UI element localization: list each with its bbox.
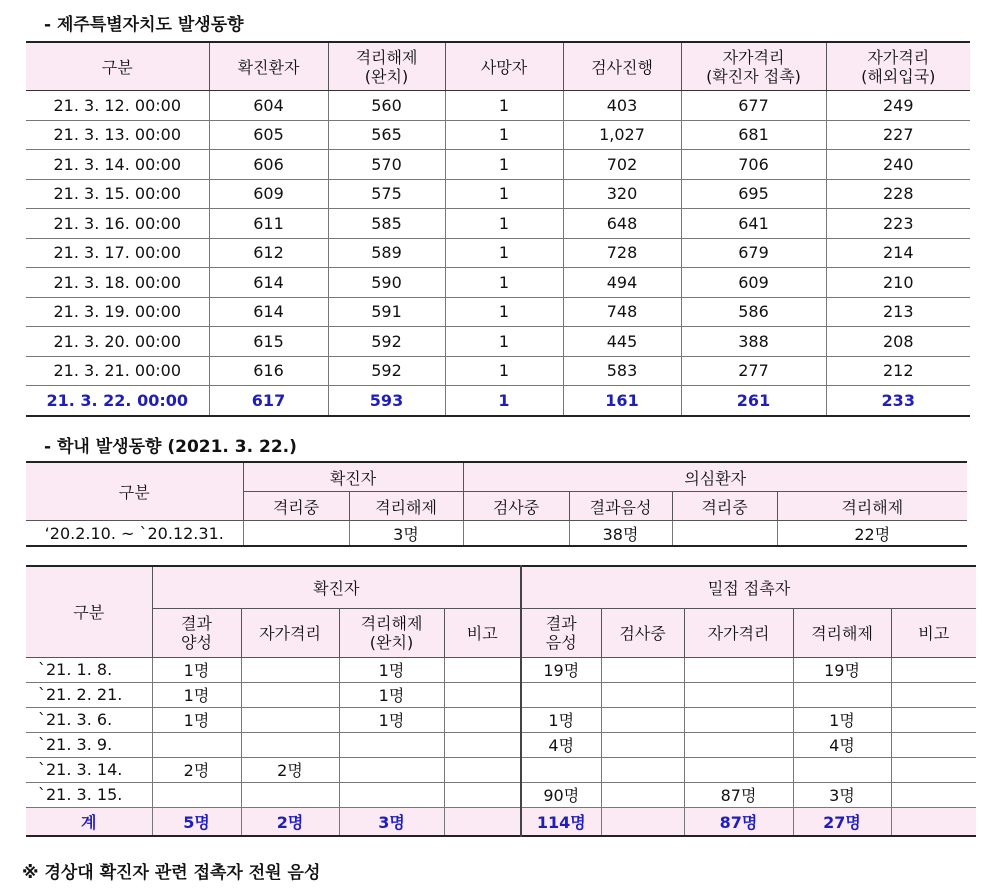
t1-header-cell: 검사진행 [563, 42, 681, 91]
t1-cell: 1 [445, 150, 563, 180]
t1-cell: 612 [209, 238, 328, 268]
t1-cell: 388 [681, 327, 826, 357]
t1-cell: 213 [826, 297, 970, 327]
t3-cell: 1명 [339, 707, 444, 732]
table-row [26, 521, 967, 547]
t3-cell [241, 682, 339, 707]
t3-cell: 1명 [339, 657, 444, 682]
t3-cell [684, 757, 793, 782]
t3-cell [684, 707, 793, 732]
t1-cell: 1 [445, 386, 563, 416]
t1-cell: 208 [826, 327, 970, 357]
t1-cell: 677 [681, 91, 826, 121]
t1-cell: 617 [209, 386, 328, 416]
t1-cell: 320 [563, 179, 681, 209]
t3-cell [444, 707, 521, 732]
t1-cell: 586 [681, 297, 826, 327]
t1-cell: 616 [209, 356, 328, 386]
t1-cell: 21. 3. 18. 00:00 [26, 268, 209, 298]
t1-cell: 575 [328, 179, 445, 209]
t3-cell: 2명 [152, 757, 241, 782]
t3-cell [241, 782, 339, 807]
t3-cell [891, 757, 976, 782]
t1-cell: 1 [445, 120, 563, 150]
t1-cell: 21. 3. 14. 00:00 [26, 150, 209, 180]
table-row [26, 732, 976, 757]
table-row [26, 757, 976, 782]
t3-cell: 1명 [793, 707, 891, 732]
t3-cell [521, 757, 601, 782]
t1-cell: 585 [328, 209, 445, 239]
t3-cell: 3명 [793, 782, 891, 807]
t3-sub-header: 결과 음성 [521, 608, 601, 657]
section1-heading: - 제주특별자치도 발생동향 [44, 15, 244, 35]
t1-cell: 614 [209, 297, 328, 327]
table-row [26, 297, 970, 327]
t3-cell: 19명 [521, 657, 601, 682]
table-row [26, 268, 970, 298]
t3-group-confirmed: 확진자 [152, 566, 521, 608]
t1-cell: 648 [563, 209, 681, 239]
t3-cell [521, 682, 601, 707]
t2-sub-header: 격리해제 [777, 492, 967, 521]
t3-cell [601, 682, 684, 707]
t3-cell [891, 707, 976, 732]
t3-cell [601, 657, 684, 682]
t1-cell: 21. 3. 21. 00:00 [26, 356, 209, 386]
t1-cell: 1 [445, 327, 563, 357]
t1-cell: 590 [328, 268, 445, 298]
footnote: ※ 경상대 확진자 관련 접촉자 전원 음성 [22, 863, 321, 883]
t1-cell: 261 [681, 386, 826, 416]
t3-cell [339, 732, 444, 757]
t3-cell: `21. 3. 14. [26, 757, 152, 782]
t3-sub-header: 격리해제 [793, 608, 891, 657]
t3-cell: 1명 [152, 707, 241, 732]
t3-cell [684, 732, 793, 757]
t3-cell [601, 782, 684, 807]
t3-cell: `21. 3. 15. [26, 782, 152, 807]
table-row [26, 209, 970, 239]
t2-sub-header: 검사중 [463, 492, 569, 521]
t3-cell: `21. 1. 8. [26, 657, 152, 682]
t3-cell: 1명 [521, 707, 601, 732]
t1-cell: 240 [826, 150, 970, 180]
t1-cell: 614 [209, 268, 328, 298]
t1-cell: 21. 3. 15. 00:00 [26, 179, 209, 209]
t1-header-cell: 구분 [26, 42, 209, 91]
t1-header-cell: 자가격리 (확진자 접촉) [681, 42, 826, 91]
t1-cell: 605 [209, 120, 328, 150]
t3-cell [241, 707, 339, 732]
t2-cell: 38명 [569, 521, 672, 547]
table-row [26, 91, 970, 121]
t2-col-label: 구분 [26, 462, 243, 521]
section2-heading: - 학내 발생동향 (2021. 3. 22.) [44, 437, 297, 457]
t1-cell: 615 [209, 327, 328, 357]
t3-cell [793, 682, 891, 707]
t1-cell: 695 [681, 179, 826, 209]
t3-cell: `21. 2. 21. [26, 682, 152, 707]
table-row [26, 356, 970, 386]
t2-cell: 22명 [777, 521, 967, 547]
t1-cell: 1 [445, 356, 563, 386]
t1-cell: 611 [209, 209, 328, 239]
t3-cell: `21. 3. 6. [26, 707, 152, 732]
t1-header-cell: 사망자 [445, 42, 563, 91]
t1-cell: 592 [328, 356, 445, 386]
table-row [26, 327, 970, 357]
t3-col-label: 구분 [26, 566, 152, 657]
t3-total-cell: 27명 [793, 807, 891, 836]
t1-cell: 1 [445, 209, 563, 239]
t1-cell: 641 [681, 209, 826, 239]
table-row [26, 150, 970, 180]
t1-cell: 748 [563, 297, 681, 327]
t3-cell [152, 782, 241, 807]
table-row [26, 120, 970, 150]
t1-cell: 609 [681, 268, 826, 298]
total-row [26, 807, 976, 836]
t3-cell [601, 757, 684, 782]
t3-cell [241, 657, 339, 682]
t1-header-cell: 격리해제 (완치) [328, 42, 445, 91]
t3-sub-header: 비고 [891, 608, 976, 657]
t1-cell: 233 [826, 386, 970, 416]
t3-group-contacts: 밀접 접촉자 [521, 566, 976, 608]
t1-cell: 604 [209, 91, 328, 121]
t3-cell: 19명 [793, 657, 891, 682]
t1-cell: 161 [563, 386, 681, 416]
t3-sub-header: 자가격리 [241, 608, 339, 657]
t1-cell: 249 [826, 91, 970, 121]
t3-cell [601, 707, 684, 732]
t2-sub-header: 격리중 [243, 492, 349, 521]
t1-cell: 702 [563, 150, 681, 180]
t1-cell: 728 [563, 238, 681, 268]
t1-header-cell: 확진환자 [209, 42, 328, 91]
t1-cell: 1 [445, 297, 563, 327]
t2-cell: 3명 [349, 521, 463, 547]
t1-cell: 403 [563, 91, 681, 121]
t3-total-cell: 5명 [152, 807, 241, 836]
t2-cell [463, 521, 569, 547]
t1-cell: 21. 3. 19. 00:00 [26, 297, 209, 327]
t1-cell: 591 [328, 297, 445, 327]
t3-cell: 1명 [152, 682, 241, 707]
t3-cell: 4명 [521, 732, 601, 757]
t3-total-cell [444, 807, 521, 836]
t3-cell [339, 782, 444, 807]
t3-cell: `21. 3. 9. [26, 732, 152, 757]
t3-total-cell [601, 807, 684, 836]
t1-cell: 494 [563, 268, 681, 298]
t1-header-cell: 자가격리 (해외입국) [826, 42, 970, 91]
t1-cell: 570 [328, 150, 445, 180]
t3-cell [891, 657, 976, 682]
t2-group-suspected: 의심환자 [463, 462, 967, 492]
t2-cell [672, 521, 777, 547]
t1-cell: 609 [209, 179, 328, 209]
t3-cell: 2명 [241, 757, 339, 782]
table-row [26, 386, 970, 416]
t2-cell [243, 521, 349, 547]
table-row [26, 782, 976, 807]
t3-cell [444, 657, 521, 682]
t3-cell [444, 682, 521, 707]
t3-cell [891, 682, 976, 707]
t3-cell: 87명 [684, 782, 793, 807]
table-row [26, 657, 976, 682]
t3-total-cell: 계 [26, 807, 152, 836]
t1-cell: 681 [681, 120, 826, 150]
t1-cell: 593 [328, 386, 445, 416]
t3-sub-header: 결과 양성 [152, 608, 241, 657]
t3-cell: 1명 [339, 682, 444, 707]
t2-sub-header: 결과음성 [569, 492, 672, 521]
t3-total-cell: 87명 [684, 807, 793, 836]
t1-cell: 589 [328, 238, 445, 268]
t1-cell: 1 [445, 179, 563, 209]
t3-cell [793, 757, 891, 782]
t3-cell [152, 732, 241, 757]
t1-cell: 1 [445, 268, 563, 298]
t1-cell: 445 [563, 327, 681, 357]
t1-cell: 214 [826, 238, 970, 268]
t1-cell: 212 [826, 356, 970, 386]
t3-sub-header: 격리해제 (완치) [339, 608, 444, 657]
t1-cell: 565 [328, 120, 445, 150]
table-row [26, 238, 970, 268]
t2-sub-header: 격리중 [672, 492, 777, 521]
t3-cell [891, 782, 976, 807]
gyeongsang-contact-table [26, 565, 976, 837]
t3-cell: 4명 [793, 732, 891, 757]
t1-cell: 679 [681, 238, 826, 268]
t3-total-cell: 3명 [339, 807, 444, 836]
t1-cell: 1 [445, 91, 563, 121]
t1-cell: 21. 3. 22. 00:00 [26, 386, 209, 416]
t3-sub-header: 검사중 [601, 608, 684, 657]
t3-total-cell [891, 807, 976, 836]
t1-cell: 606 [209, 150, 328, 180]
t3-cell: 1명 [152, 657, 241, 682]
t1-cell: 227 [826, 120, 970, 150]
t1-cell: 21. 3. 16. 00:00 [26, 209, 209, 239]
t3-cell [684, 682, 793, 707]
t1-cell: 277 [681, 356, 826, 386]
t2-group-confirmed: 확진자 [243, 462, 463, 492]
t3-cell [241, 732, 339, 757]
t3-cell [444, 782, 521, 807]
t1-cell: 21. 3. 17. 00:00 [26, 238, 209, 268]
t3-sub-header: 자가격리 [684, 608, 793, 657]
t3-cell [891, 732, 976, 757]
t1-cell: 210 [826, 268, 970, 298]
t1-cell: 1 [445, 238, 563, 268]
table-row [26, 179, 970, 209]
t1-cell: 583 [563, 356, 681, 386]
t1-cell: 223 [826, 209, 970, 239]
t1-cell: 592 [328, 327, 445, 357]
campus-status-table [26, 461, 967, 547]
jeju-status-table [26, 41, 970, 417]
t3-cell [601, 732, 684, 757]
t3-total-cell: 2명 [241, 807, 339, 836]
t1-cell: 560 [328, 91, 445, 121]
t1-cell: 21. 3. 20. 00:00 [26, 327, 209, 357]
t1-cell: 21. 3. 13. 00:00 [26, 120, 209, 150]
t2-cell: ‘20.2.10. ~ `20.12.31. [26, 521, 243, 547]
t1-cell: 21. 3. 12. 00:00 [26, 91, 209, 121]
table-row [26, 707, 976, 732]
t3-cell [444, 732, 521, 757]
t2-sub-header: 격리해제 [349, 492, 463, 521]
t1-cell: 1,027 [563, 120, 681, 150]
t1-cell: 706 [681, 150, 826, 180]
t3-cell [684, 657, 793, 682]
t3-cell: 90명 [521, 782, 601, 807]
t3-sub-header: 비고 [444, 608, 521, 657]
t3-cell [339, 757, 444, 782]
table-row [26, 682, 976, 707]
t1-cell: 228 [826, 179, 970, 209]
t3-cell [444, 757, 521, 782]
t3-total-cell: 114명 [521, 807, 601, 836]
